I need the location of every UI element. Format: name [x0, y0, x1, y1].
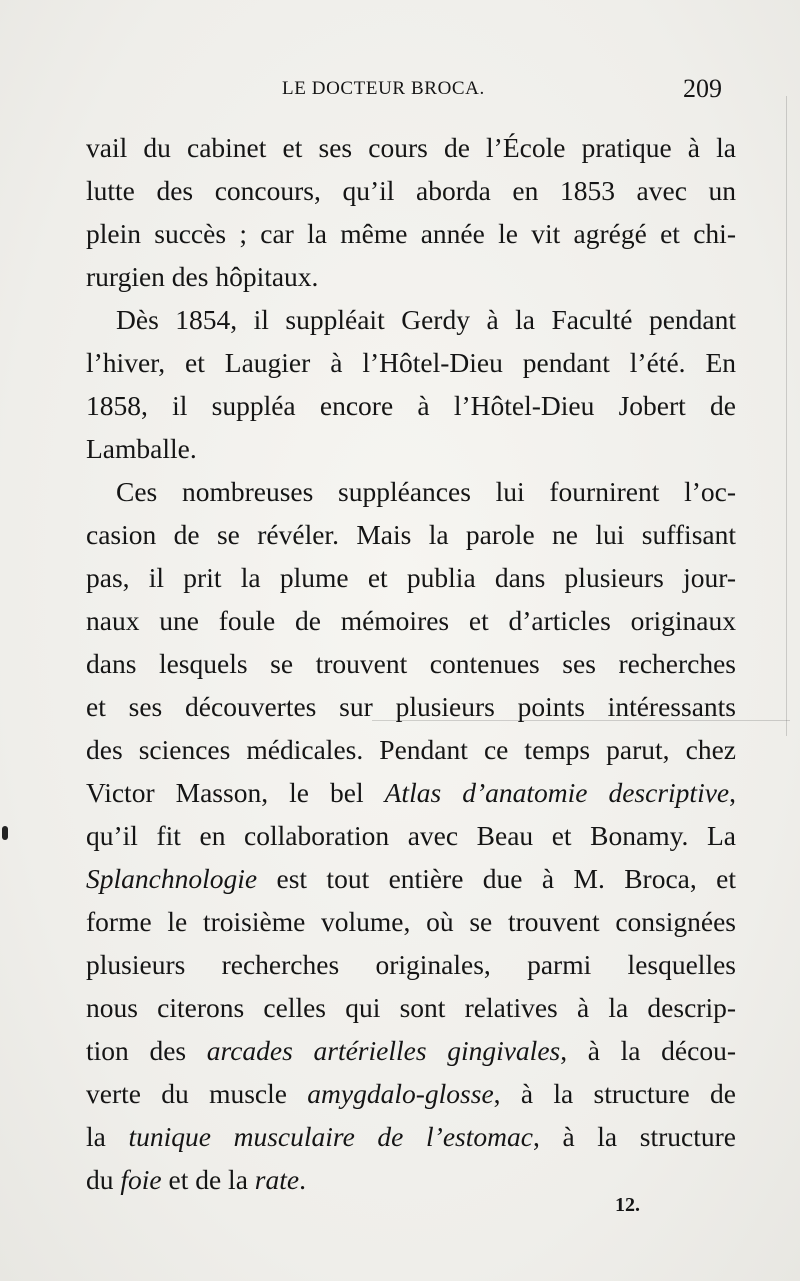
- text-line-23-post: , à la structure de: [493, 1078, 737, 1109]
- text-line-22-post: , à la décou-: [560, 1035, 736, 1066]
- text-line-16-pre: Victor Masson, le bel: [86, 777, 385, 808]
- text-line-25-post: .: [299, 1164, 306, 1195]
- text-line-4: rurgien des hôpitaux.: [86, 261, 319, 292]
- body-text: [86, 126, 736, 1201]
- text-line-1: vail du cabinet et ses cours de l’École pratique à la: [86, 132, 736, 163]
- text-line-8: Lamballe.: [86, 433, 197, 464]
- text-line-12: naux une foule de mémoires et d’articles originaux: [86, 605, 736, 636]
- text-line-16-post: ,: [729, 777, 737, 808]
- text-line-5: Dès 1854, il suppléait Gerdy à la Faculté pendant: [116, 304, 736, 335]
- text-line-19: forme le troisième volume, où se trouvent consignées: [86, 906, 736, 937]
- italic-arcades: arcades artérielles gingivales: [206, 1035, 561, 1066]
- text-line-17: qu’il fit en collaboration avec Beau et Bonamy. La: [86, 820, 736, 851]
- page-number: 209: [683, 74, 722, 103]
- text-line-11: pas, il prit la plume et publia dans plusieurs jour-: [86, 562, 736, 593]
- text-line-16: [86, 771, 736, 814]
- text-line-24-post: , à la structure: [532, 1121, 736, 1152]
- text-line-18: [86, 857, 736, 900]
- italic-amygdalo-glosse: amygdalo-glosse: [307, 1078, 494, 1109]
- text-line-21: nous citerons celles qui sont relatives à la descrip-: [86, 992, 736, 1023]
- text-line-7: 1858, il suppléa encore à l’Hôtel-Dieu Jobert de: [86, 390, 736, 421]
- text-line-25-pre: du: [86, 1164, 121, 1195]
- text-line-20: plusieurs recherches originales, parmi lesquelles: [86, 949, 736, 980]
- text-line-18-post: est tout entière due à M. Broca, et: [257, 863, 736, 894]
- italic-rate: rate: [254, 1164, 300, 1195]
- text-line-15: des sciences médicales. Pendant ce temps parut, chez: [86, 734, 736, 765]
- text-line-14: et ses découvertes sur plusieurs points intéressants: [86, 691, 736, 722]
- text-line-23-pre: verte du muscle: [86, 1078, 308, 1109]
- text-line-24-pre: la: [86, 1121, 129, 1152]
- margin-ink-mark: [2, 826, 8, 840]
- text-line-3: plein succès ; car la même année le vit agrégé et chi-: [86, 218, 736, 249]
- text-line-22-pre: tion des: [86, 1035, 207, 1066]
- show-through-rule-vertical: [786, 96, 787, 736]
- text-line-2: lutte des concours, qu’il aborda en 1853 avec un: [86, 175, 736, 206]
- italic-tunique: tunique musculaire de l’estomac: [128, 1121, 533, 1152]
- italic-splanchnologie: Splanchnologie: [86, 863, 258, 894]
- signature-mark: 12.: [615, 1194, 640, 1216]
- text-line-9: Ces nombreuses suppléances lui fournirent l’oc-: [116, 476, 736, 507]
- text-line-25-mid: et de la: [161, 1164, 255, 1195]
- italic-foie: foie: [120, 1164, 162, 1195]
- text-line-23: [86, 1072, 736, 1115]
- italic-atlas-title: Atlas d’anatomie descriptive: [384, 777, 730, 808]
- text-line-22: [86, 1029, 736, 1072]
- page-header: [282, 74, 722, 106]
- text-line-13: dans lesquels se trouvent contenues ses recherches: [86, 648, 736, 679]
- text-line-10: casion de se révéler. Mais la parole ne lui suffisant: [86, 519, 736, 550]
- text-line-6: l’hiver, et Laugier à l’Hôtel-Dieu pendant l’été. En: [86, 347, 736, 378]
- running-title: LE DOCTEUR BROCA.: [282, 78, 485, 99]
- text-line-24: [86, 1115, 736, 1158]
